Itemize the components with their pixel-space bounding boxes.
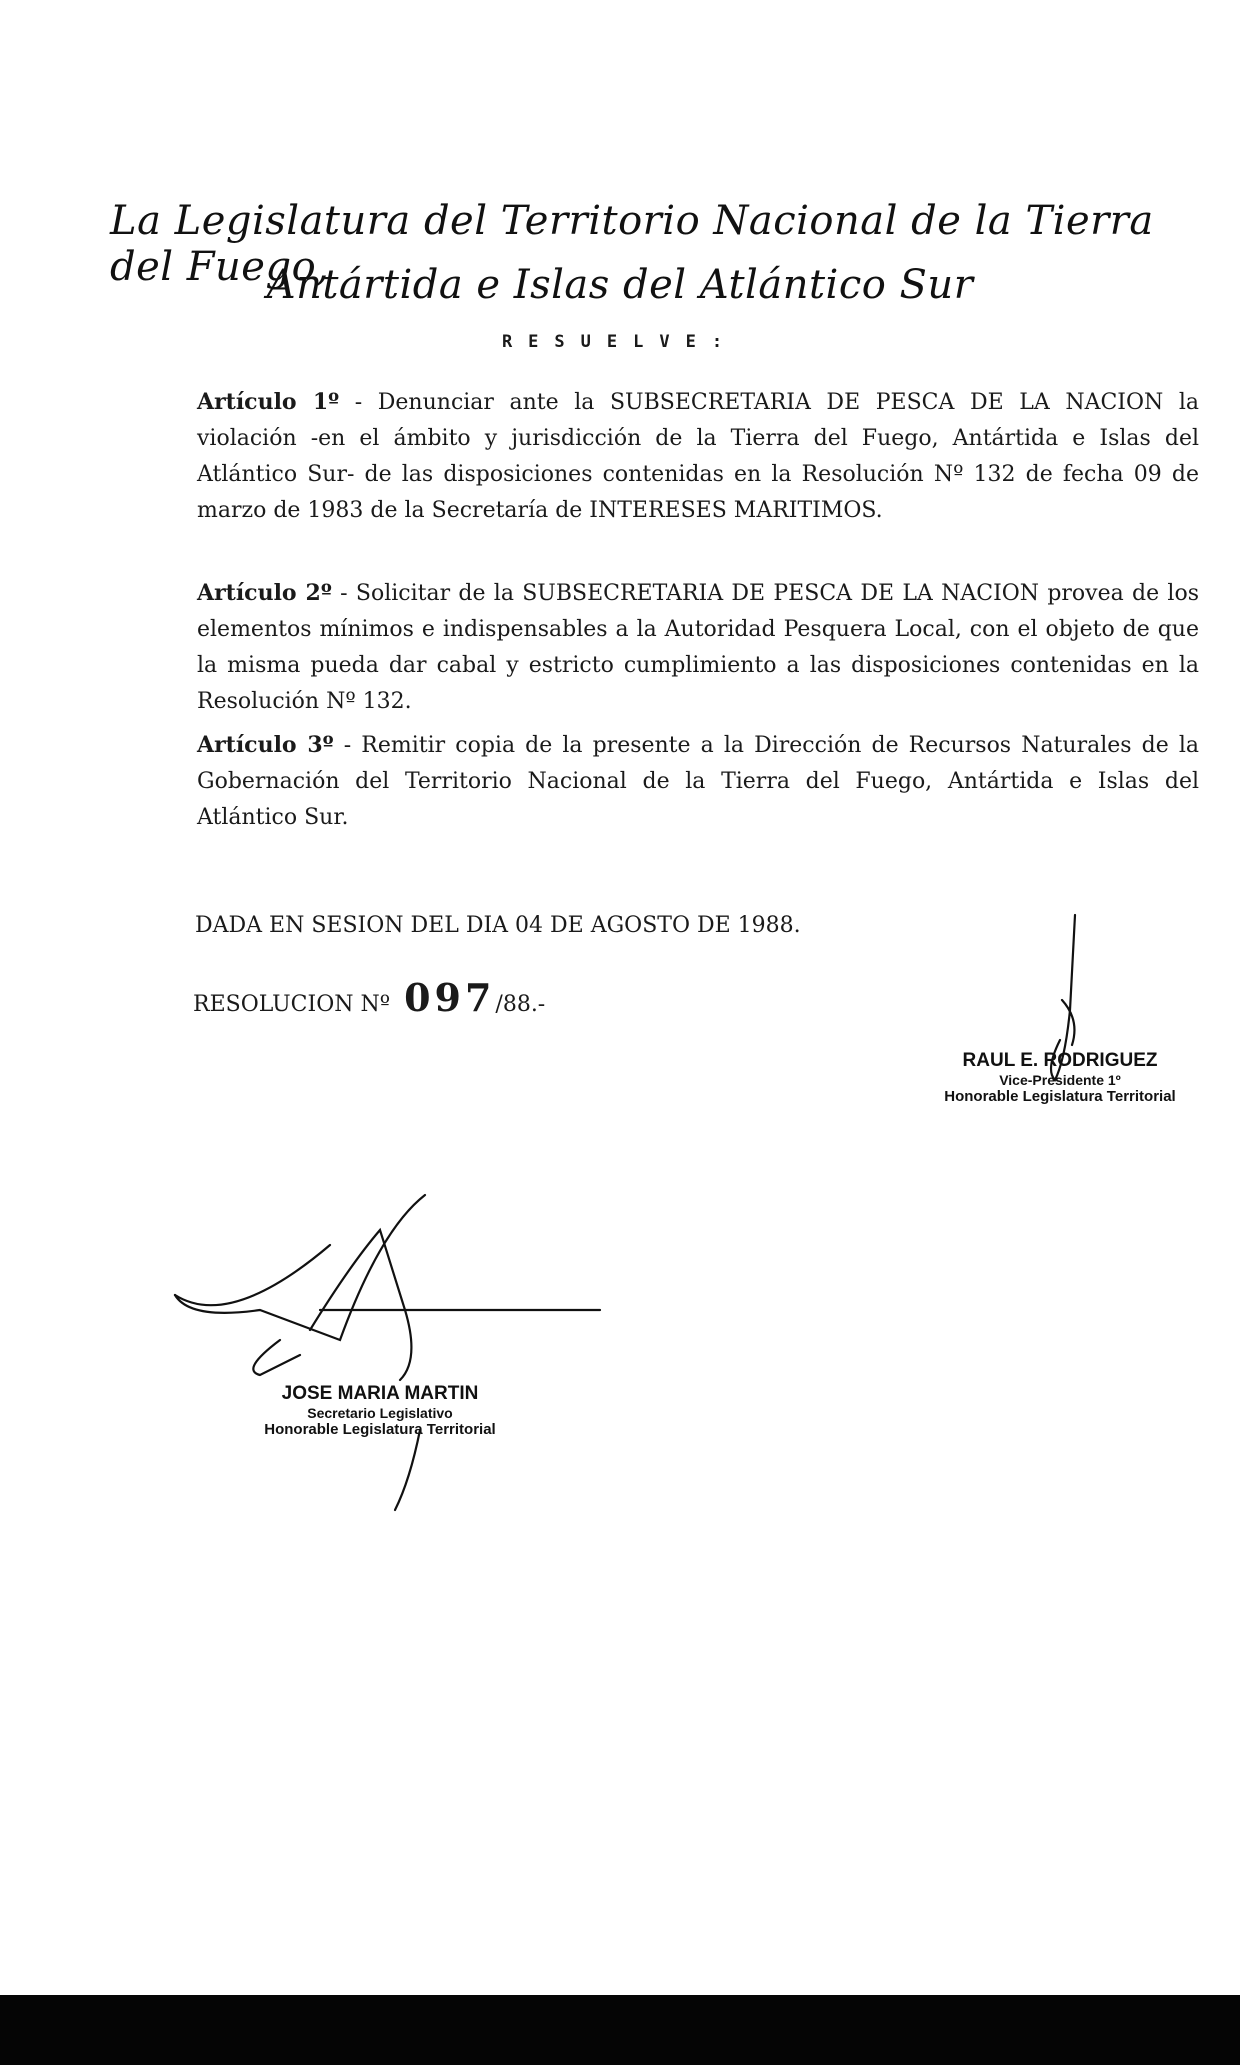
- article-3-label: Artículo 3º: [197, 732, 334, 758]
- signature-block-rodriguez: [930, 1050, 1190, 1105]
- article-2-text: - Solicitar de la SUBSECRETARIA DE PESCA DE LA NACION provea de los elementos mínimos e indispensables a la Autoridad Pesquera Local, con el objeto de que la misma pueda dar cabal y estricto cumplimiento a las disposiciones contenidas en la Resolución Nº 132.: [197, 581, 1199, 714]
- signature-martin-stroke-6: [395, 1430, 420, 1510]
- signatory-organization: Honorable Legislatura Territorial: [264, 1421, 496, 1438]
- signature-block-martin: [230, 1383, 530, 1438]
- session-date: DADA EN SESION DEL DIA 04 DE AGOSTO DE 1988.: [195, 913, 801, 938]
- signatory-role: Secretario Legislativo: [307, 1405, 453, 1421]
- resuelve-heading: RESUELVE:: [501, 332, 739, 352]
- signature-martin-stroke-5: [253, 1340, 300, 1375]
- signature-martin-stroke-3: [310, 1230, 411, 1380]
- article-2-label: Artículo 2º: [197, 580, 332, 606]
- resolution-stamped-number: 097: [404, 975, 496, 1020]
- legislature-heading-line-1: La Legislatura del Territorio Nacional de la Tierra del Fuego,: [110, 198, 1154, 290]
- article-1-text: - Denunciar ante la SUBSECRETARIA DE PESCA DE LA NACION la violación -en el ámbito y jurisdicción de la Tierra del Fuego, Antártida e Islas del Atlántico Sur- de las disposiciones contenidas en la Resolución Nº 132 de fecha 09 de marzo de 1983 de la Secretaría de INTERESES MARITIMOS.: [197, 390, 1200, 523]
- signature-martin-stroke: [175, 1245, 330, 1305]
- signatory-organization: Honorable Legislatura Territorial: [944, 1088, 1176, 1105]
- signatory-name: RAUL E. RODRIGUEZ: [962, 1050, 1158, 1071]
- article-1-label: Artículo 1º: [197, 389, 340, 415]
- signatory-name: JOSE MARIA MARTIN: [281, 1383, 479, 1404]
- resolution-suffix: /88.-: [495, 992, 546, 1017]
- scan-border-bar: [0, 1995, 1240, 2065]
- legislature-heading-line-2: Antártida e Islas del Atlántico Sur: [266, 262, 974, 308]
- article-3-text: - Remitir copia de la presente a la Dirección de Recursos Naturales de la Gobernación del Territorio Nacional de la Tierra del Fuego, Antártida e Islas del Atlántico Sur.: [197, 733, 1199, 830]
- resolution-label: RESOLUCION Nº: [193, 992, 391, 1017]
- signatory-role: Vice-Presidente 1º: [999, 1072, 1121, 1088]
